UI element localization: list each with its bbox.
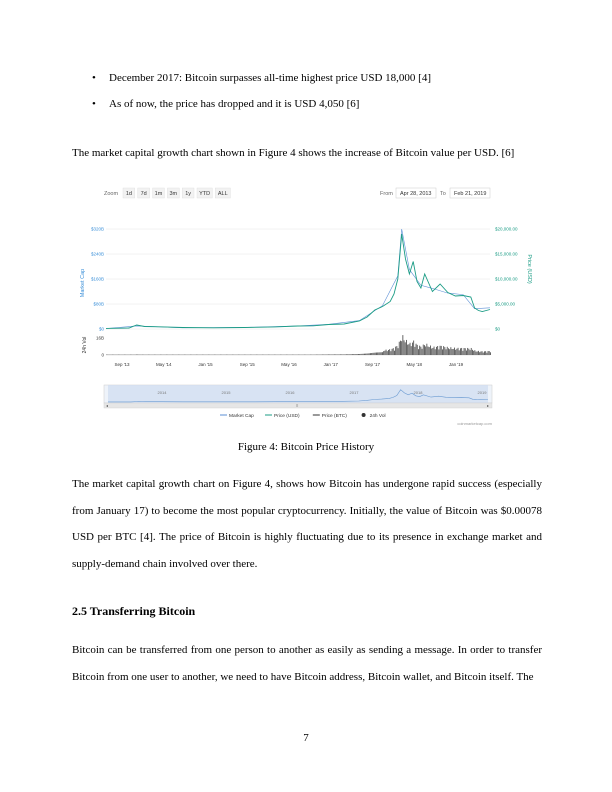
- volume-bar: [440, 346, 441, 355]
- volume-bar: [376, 353, 377, 355]
- zoom-label: Zoom: [104, 191, 119, 197]
- x-tick-label: May '16: [281, 362, 297, 367]
- volume-bar: [468, 349, 469, 355]
- volume-bar: [364, 354, 365, 355]
- volume-bar: [490, 352, 491, 355]
- volume-tick-label: 16B: [95, 335, 104, 341]
- volume-bar: [327, 354, 328, 355]
- right-tick-label: $5,000.00: [495, 301, 516, 307]
- volume-bar: [341, 354, 342, 355]
- left-tick-label: $80B: [93, 301, 104, 307]
- volume-bar: [482, 351, 483, 355]
- legend-item-24h-vol[interactable]: 24h Vol: [369, 413, 386, 419]
- volume-bar: [362, 354, 363, 355]
- volume-bar: [434, 347, 435, 355]
- volume-bar: [387, 351, 388, 355]
- volume-bar: [324, 354, 325, 355]
- volume-bar: [352, 354, 353, 355]
- chart-svg: [78, 183, 532, 429]
- volume-bar: [444, 347, 445, 355]
- x-tick-label: Jan '15: [198, 362, 213, 367]
- volume-bar: [411, 346, 412, 355]
- volume-bar: [329, 354, 330, 355]
- volume-bar: [417, 345, 418, 355]
- volume-bar: [354, 354, 355, 355]
- section-heading: 2.5 Transferring Bitcoin: [72, 604, 196, 618]
- volume-bar: [473, 351, 474, 355]
- list-item: • As of now, the price has dropped and it is USD 4,050 [6]: [92, 97, 431, 123]
- volume-bar: [378, 352, 379, 355]
- legend-item-market-cap[interactable]: Market Cap: [229, 413, 254, 419]
- volume-bar: [436, 347, 437, 355]
- volume-bar: [395, 347, 396, 355]
- volume-bar: [484, 351, 485, 355]
- volume-bar: [328, 354, 329, 355]
- volume-bar: [446, 349, 447, 355]
- x-tick-label: May '14: [155, 362, 172, 367]
- volume-bar: [410, 343, 411, 355]
- volume-bar: [330, 354, 331, 355]
- volume-bar: [485, 351, 486, 355]
- volume-bar: [430, 346, 431, 355]
- volume-bar: [389, 349, 390, 355]
- volume-bar: [340, 354, 341, 355]
- volume-bar: [424, 345, 425, 355]
- volume-bar: [334, 354, 335, 355]
- volume-bar: [489, 351, 490, 355]
- right-tick-label: $20,000.00: [495, 226, 518, 232]
- volume-bar: [374, 353, 375, 355]
- volume-bar: [428, 347, 429, 355]
- left-axis-title: Market Cap: [80, 268, 86, 298]
- volume-bar: [399, 342, 400, 355]
- volume-bar: [369, 353, 370, 355]
- volume-bar: [351, 354, 352, 355]
- volume-bar: [368, 353, 369, 355]
- volume-axis-title: 24h Vol: [82, 336, 88, 354]
- volume-bar: [357, 354, 358, 355]
- volume-bar: [404, 340, 405, 355]
- volume-bar: [360, 354, 361, 355]
- volume-bar: [400, 341, 401, 355]
- volume-bar: [398, 348, 399, 355]
- body-paragraph: The market capital growth chart on Figure 4, shows how Bitcoin has undergone rapid success (especially from January 17) to become the most popular cryptocurrency. Initially, the value of Bitcoin was $0.00078 USD per BTC [4]. The price of Bitcoin is highly fluctuating due to its presence in exchange market and supply-demand chain involved over there.: [72, 478, 542, 570]
- volume-bar: [429, 347, 430, 355]
- volume-bar: [366, 354, 367, 355]
- zoom-button-label: 1d: [125, 191, 132, 197]
- volume-bar: [363, 354, 364, 355]
- volume-bar: [344, 354, 345, 355]
- zoom-button-label: 1m: [154, 191, 163, 197]
- volume-bar: [345, 354, 346, 355]
- scroll-grip-icon[interactable]: ≡: [296, 403, 299, 409]
- volume-bar: [471, 348, 472, 355]
- volume-bar: [438, 349, 439, 355]
- zoom-button-label: ALL: [217, 191, 228, 197]
- volume-bar: [486, 353, 487, 355]
- volume-bar: [356, 354, 357, 355]
- volume-bar: [454, 348, 455, 355]
- to-date-value: Feb 21, 2019: [454, 191, 487, 197]
- to-label: To: [440, 191, 446, 197]
- left-tick-label: $320B: [90, 226, 104, 232]
- volume-bar: [435, 349, 436, 355]
- volume-bar: [347, 354, 348, 355]
- volume-bar: [437, 346, 438, 355]
- volume-bar: [407, 345, 408, 355]
- volume-bar: [408, 344, 409, 355]
- volume-bar: [431, 349, 432, 355]
- volume-bar: [382, 352, 383, 355]
- volume-bar: [333, 354, 334, 355]
- intro-paragraph: The market capital growth chart shown in Figure 4 shows the increase of Bitcoin value per USD. [6]: [72, 147, 515, 159]
- navigator-year-label: 2019: [477, 390, 487, 395]
- volume-bar: [372, 353, 373, 355]
- scroll-right-arrow-icon[interactable]: ▸: [487, 403, 490, 409]
- volume-bar: [418, 349, 419, 355]
- legend-item-price-usd[interactable]: Price (USD): [274, 413, 300, 419]
- volume-bar: [470, 350, 471, 355]
- volume-bar: [456, 349, 457, 355]
- list-item: • December 2017: Bitcoin surpasses all-time highest price USD 18,000 [4]: [92, 71, 431, 97]
- volume-bar: [447, 347, 448, 355]
- volume-bar: [478, 351, 479, 355]
- bitcoin-price-chart: [78, 183, 532, 429]
- from-date-value: Apr 28, 2013: [400, 191, 432, 197]
- volume-bar: [460, 348, 461, 355]
- volume-bar: [392, 349, 393, 355]
- volume-bar: [416, 344, 417, 355]
- volume-bar: [396, 346, 397, 355]
- volume-bar: [381, 352, 382, 355]
- volume-bar: [383, 351, 384, 355]
- volume-bar: [420, 347, 421, 355]
- volume-bar: [390, 351, 391, 355]
- volume-bar: [406, 340, 407, 355]
- volume-bar: [386, 350, 387, 355]
- x-tick-label: Sep '13: [114, 362, 130, 367]
- volume-bar: [370, 353, 371, 355]
- volume-bar: [402, 335, 403, 355]
- volume-bar: [380, 352, 381, 355]
- volume-bar: [401, 341, 402, 355]
- navigator-year-label: 2015: [221, 390, 231, 395]
- left-tick-label: $0: [98, 326, 104, 332]
- volume-bar: [455, 350, 456, 355]
- chart-credit: coinmarketcap.com: [457, 421, 492, 426]
- volume-bar: [414, 347, 415, 355]
- volume-bar: [480, 352, 481, 355]
- legend-item-price-btc[interactable]: Price (BTC): [321, 413, 347, 419]
- volume-bar: [422, 349, 423, 355]
- volume-bar: [419, 346, 420, 355]
- volume-tick-label: 0: [101, 352, 104, 358]
- volume-bar: [423, 345, 424, 355]
- navigator-year-label: 2016: [285, 390, 295, 395]
- volume-bar: [476, 352, 477, 355]
- volume-bar: [413, 341, 414, 355]
- volume-bar: [477, 351, 478, 355]
- volume-bar: [336, 354, 337, 355]
- from-label: From: [380, 191, 393, 197]
- volume-bar: [358, 354, 359, 355]
- volume-bar: [465, 348, 466, 355]
- volume-bar: [338, 354, 339, 355]
- volume-bar: [488, 351, 489, 355]
- volume-bar: [335, 354, 336, 355]
- volume-bar: [461, 348, 462, 355]
- volume-bar: [425, 346, 426, 355]
- volume-bar: [326, 354, 327, 355]
- volume-bar: [339, 354, 340, 355]
- volume-bar: [448, 348, 449, 355]
- volume-bar: [346, 354, 347, 355]
- series-line-price-usd: [106, 234, 490, 328]
- volume-bar: [353, 354, 354, 355]
- volume-bar: [450, 347, 451, 355]
- volume-bar: [464, 348, 465, 355]
- right-axis-title: Price (USD): [526, 254, 532, 284]
- volume-bar: [474, 350, 475, 355]
- section-paragraph: Bitcoin can be transferred from one person to another as easily as sending a message. In order to transfer Bitcoin from one user to another, we need to have Bitcoin address, Bitcoin wallet, and Bitcoin itself. The: [72, 644, 542, 683]
- volume-bar: [452, 349, 453, 355]
- volume-bar: [377, 352, 378, 355]
- volume-bar: [466, 351, 467, 355]
- x-tick-label: May '18: [406, 362, 423, 367]
- volume-bar: [449, 349, 450, 355]
- volume-bar: [459, 350, 460, 355]
- volume-bar: [332, 354, 333, 355]
- x-tick-label: Jan '19: [448, 362, 464, 367]
- right-tick-label: $15,000.00: [495, 251, 518, 257]
- page-number: 7: [303, 732, 309, 744]
- navigator-year-label: 2014: [157, 390, 167, 395]
- left-tick-label: $160B: [90, 276, 104, 282]
- right-tick-label: $0: [495, 326, 501, 332]
- volume-bar: [442, 349, 443, 355]
- volume-bar: [405, 342, 406, 355]
- volume-bar: [384, 351, 385, 355]
- zoom-button-label: YTD: [199, 191, 211, 197]
- volume-bar: [441, 346, 442, 355]
- x-tick-label: Sep '15: [239, 362, 255, 367]
- zoom-button-label: 7d: [140, 191, 147, 197]
- figure-caption: Figure 4: Bitcoin Price History: [237, 441, 375, 453]
- volume-bar: [371, 353, 372, 355]
- volume-bar: [323, 354, 324, 355]
- volume-bar: [375, 353, 376, 355]
- volume-bar: [458, 348, 459, 355]
- scroll-left-arrow-icon[interactable]: ◂: [106, 403, 109, 409]
- volume-bar: [462, 351, 463, 355]
- volume-bar: [348, 354, 349, 355]
- volume-bar: [483, 353, 484, 355]
- legend-marker: [362, 413, 366, 417]
- zoom-button-label: 3m: [169, 191, 178, 197]
- volume-bar: [412, 343, 413, 355]
- volume-bar: [479, 352, 480, 355]
- bullet-list: [92, 71, 431, 123]
- volume-bar: [453, 349, 454, 355]
- zoom-button-label: 1y: [185, 191, 192, 197]
- x-tick-label: Sep '17: [364, 362, 381, 367]
- volume-bar: [365, 354, 366, 355]
- x-tick-label: Jan '17: [323, 362, 338, 367]
- volume-bar: [426, 344, 427, 355]
- volume-bar: [350, 354, 351, 355]
- volume-bar: [342, 354, 343, 355]
- navigator-year-label: 2018: [413, 390, 423, 395]
- right-tick-label: $10,000.00: [495, 276, 518, 282]
- volume-bar: [359, 354, 360, 355]
- volume-bar: [472, 350, 473, 355]
- volume-bar: [393, 348, 394, 355]
- volume-bar: [467, 348, 468, 355]
- volume-bar: [443, 346, 444, 355]
- volume-bar: [432, 348, 433, 355]
- navigator-year-label: 2017: [349, 390, 359, 395]
- left-tick-label: $240B: [90, 251, 104, 257]
- volume-bar: [388, 350, 389, 355]
- volume-bar: [394, 351, 395, 355]
